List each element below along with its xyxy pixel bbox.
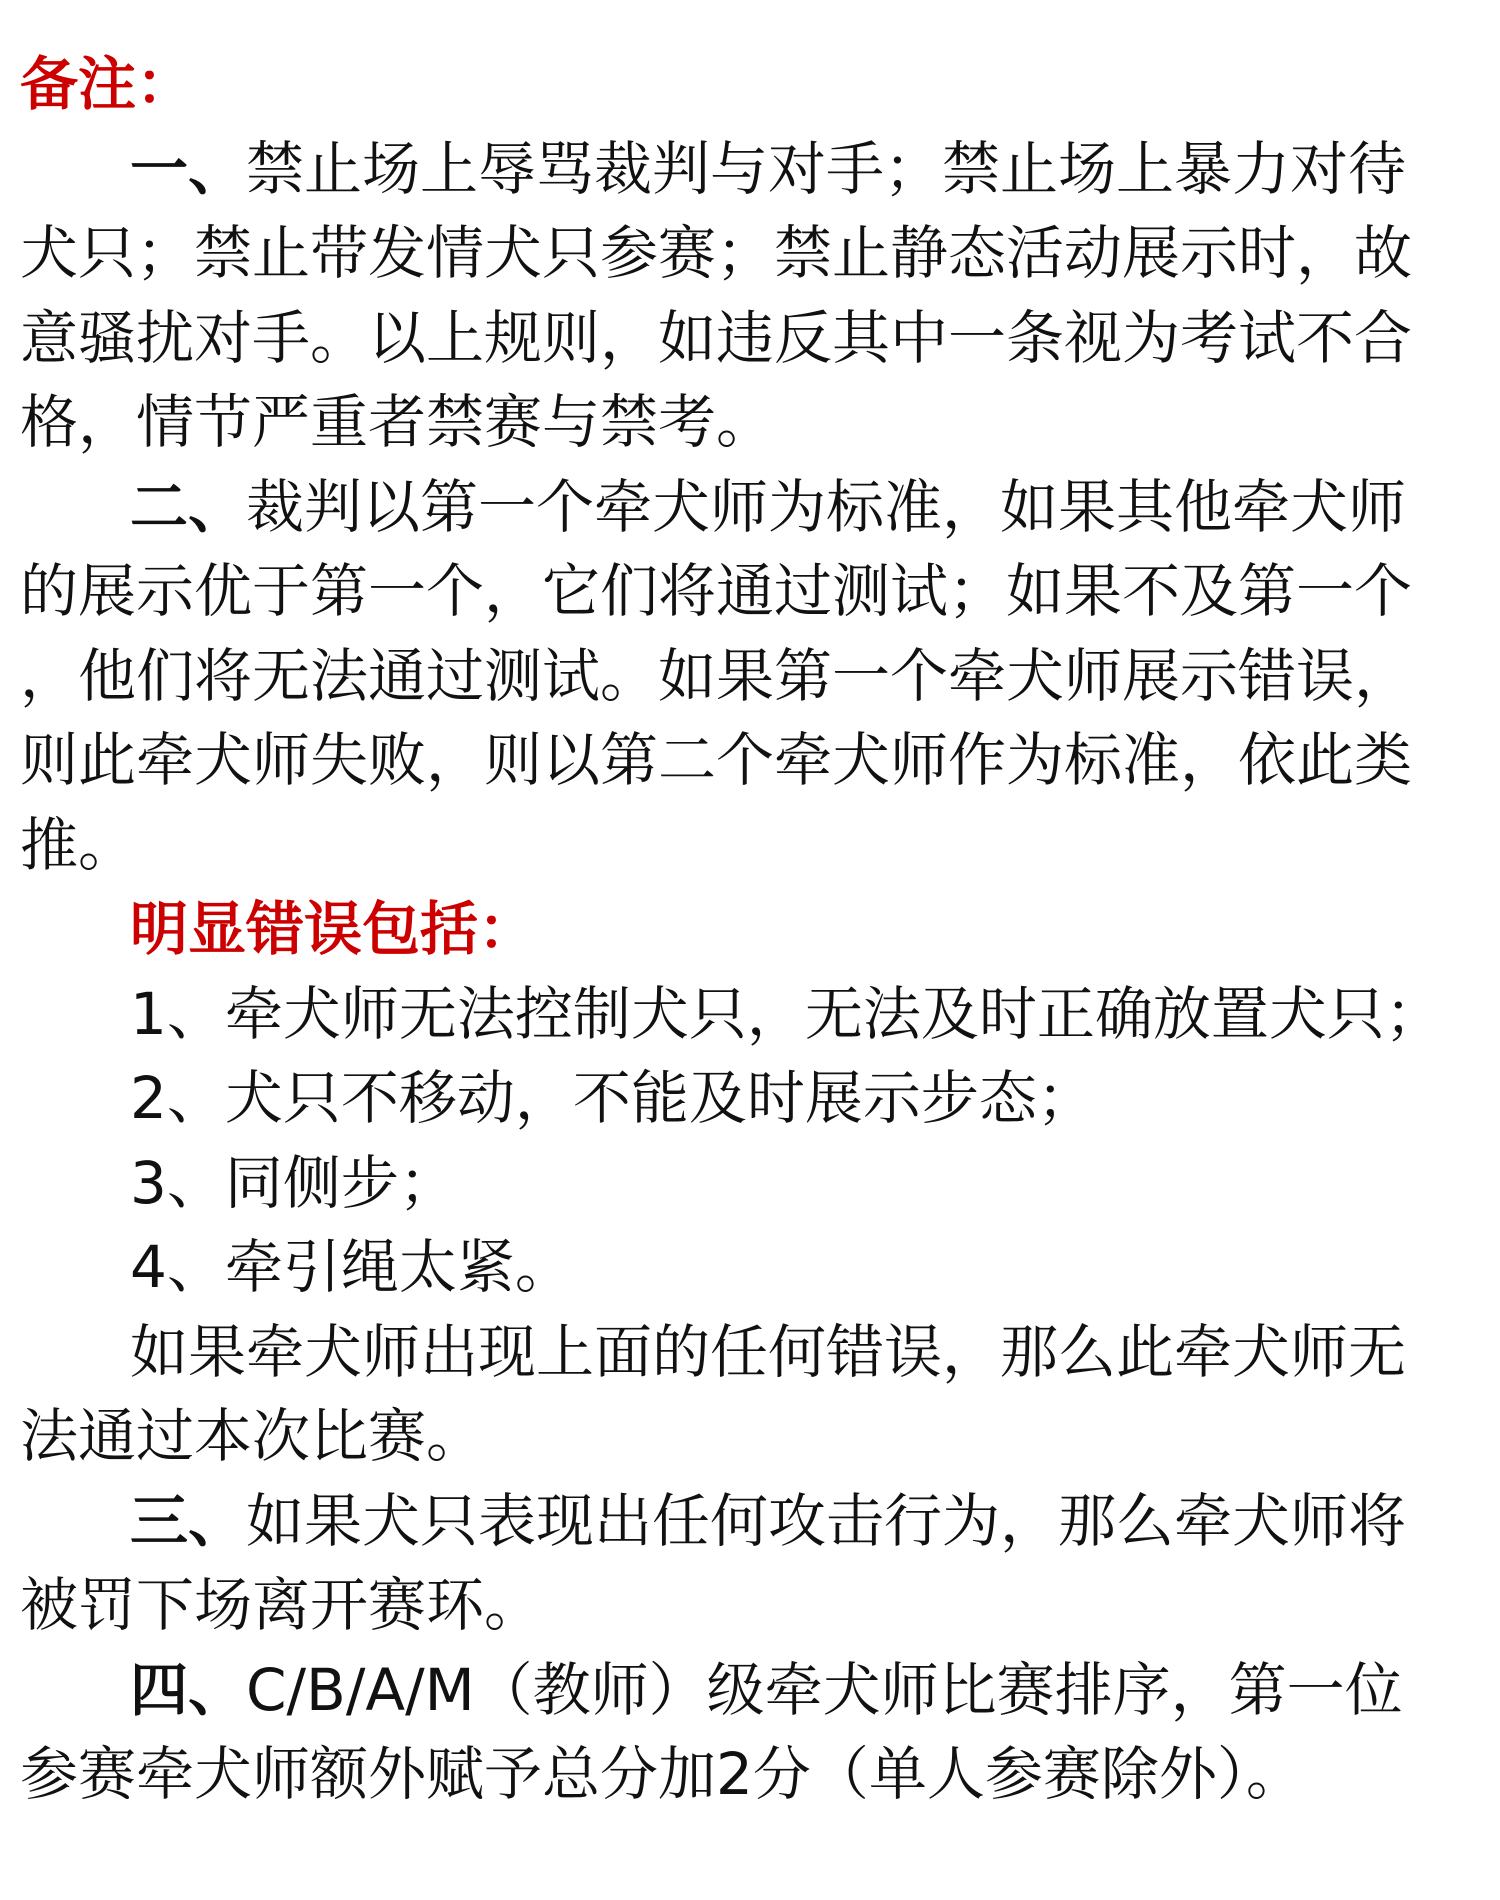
section1-first-line <box>20 127 1486 212</box>
errors-conclusion-line-2: 法通过本次比赛。 <box>20 1402 485 1470</box>
section2-line-2: 的展示优于第一个，它们将通过测试；如果不及第一个 <box>20 557 1413 625</box>
error-item-4: 4、牵引绳太紧。 <box>130 1233 573 1301</box>
section3-first-line <box>20 1479 1486 1564</box>
section2-line-1: 裁判以第一个牵犬师为标准，如果其他牵犬师 <box>246 472 1407 541</box>
error-item-3: 3、同侧步； <box>130 1148 457 1217</box>
section4-line-1: C/B/A/M（教师）级牵犬师比赛排序，第一位 <box>246 1655 1403 1724</box>
error-item-2: 2、犬只不移动，不能及时展示步态； <box>130 1064 1095 1132</box>
error-item-1: 1、牵犬师无法控制犬只，无法及时正确放置犬只； <box>130 979 1443 1048</box>
section3-number: 三、 <box>130 1486 247 1555</box>
section1-line-3: 意骚扰对手。以上规则，如违反其中一条视为考试不合 <box>20 303 1413 372</box>
section4-line-2: 参赛牵犬师额外赋予总分加2分（单人参赛除外）。 <box>20 1740 1304 1808</box>
section4-first-line <box>20 1648 1486 1733</box>
errors-heading: 明显错误包括： <box>130 895 537 963</box>
section2-line-3: ，他们将无法通过测试。如果第一个牵犬师展示错误， <box>20 641 1413 710</box>
section2-number: 二、 <box>130 472 247 541</box>
section1-line-1: 禁止场上辱骂裁判与对手；禁止场上暴力对待 <box>246 134 1407 203</box>
section2-line-5: 推。 <box>20 810 137 879</box>
section3-line-2: 被罚下场离开赛环。 <box>20 1571 543 1639</box>
section2-line-4: 则此牵犬师失败，则以第二个牵犬师作为标准，依此类 <box>20 726 1413 794</box>
section4-number: 四、 <box>130 1655 247 1724</box>
notes-title: 备注： <box>20 50 195 118</box>
section1-number: 一、 <box>130 134 247 203</box>
section3-line-1: 如果犬只表现出任何攻击行为，那么牵犬师将 <box>246 1486 1407 1555</box>
section1-line-2: 犬只；禁止带发情犬只参赛；禁止静态活动展示时，故 <box>20 219 1413 287</box>
section2-first-line <box>20 465 1486 550</box>
errors-conclusion-line-1: 如果牵犬师出现上面的任何错误，那么此牵犬师无 <box>130 1317 1407 1386</box>
section1-line-4: 格，情节严重者禁赛与禁考。 <box>20 388 775 456</box>
